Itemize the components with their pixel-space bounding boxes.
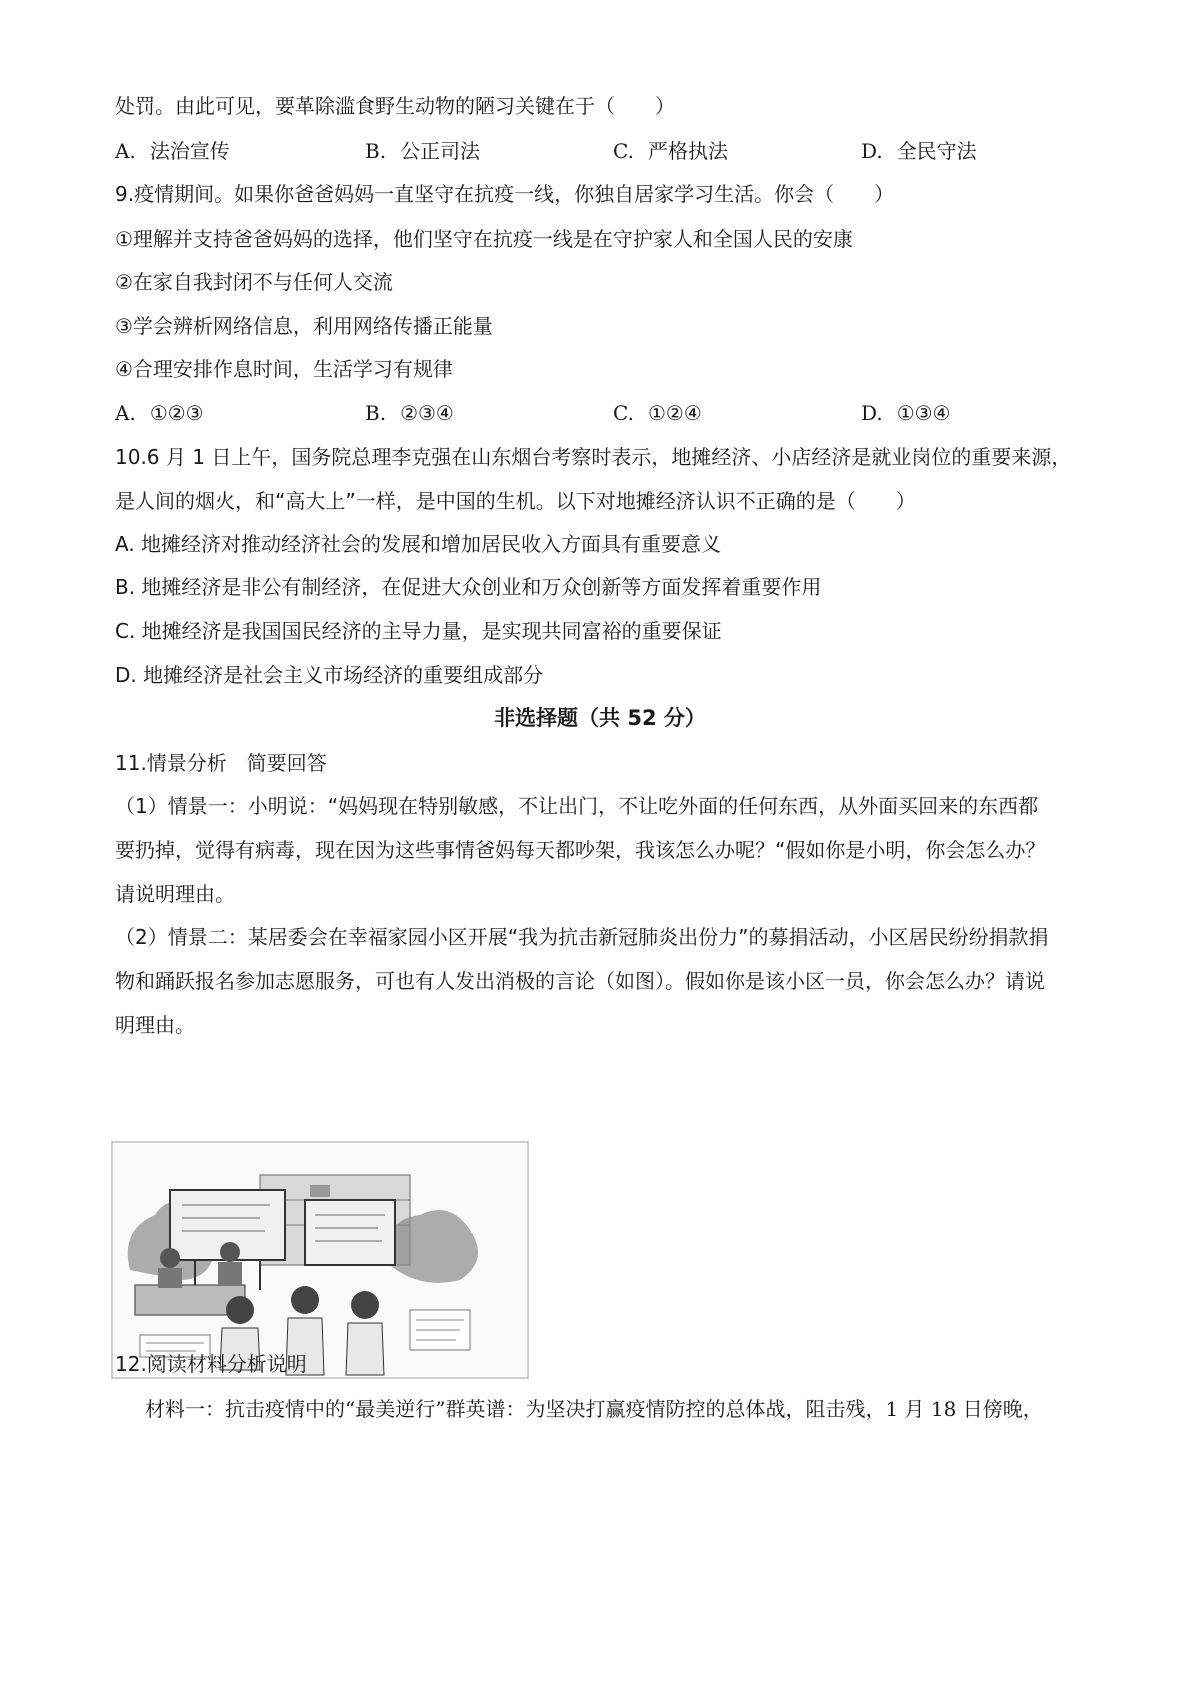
q12-material-1-line-1: 材料一：抗击疫情中的“最美逆行”群英谱：为坚决打赢疫情防控的总体战，阻击残，1 月 18 日傍晚， xyxy=(145,1397,1043,1421)
q10-option-a: A. 地摊经济对推动经济社会的发展和增加居民收入方面具有重要意义 xyxy=(115,532,722,556)
q9-option-c: C. ①②④ xyxy=(613,401,702,425)
q10-stem-line-2: 是人间的烟火，和“高大上”一样，是中国的生机。以下对地摊经济认识不正确的是（ ） xyxy=(115,489,916,513)
q10-option-c: C. 地摊经济是我国国民经济的主导力量，是实现共同富裕的重要保证 xyxy=(115,619,722,643)
q8-stem-tail: 处罚。由此可见，要革除滥食野生动物的陋习关键在于（ ） xyxy=(115,94,675,118)
section-title: 非选择题（共 52 分） xyxy=(494,706,706,730)
q11-title: 11.情景分析 简要回答 xyxy=(115,751,327,775)
q12-title: 12.阅读材料分析说明 xyxy=(115,1352,307,1376)
q11-scenario-1-line-3: 请说明理由。 xyxy=(115,882,235,906)
q10-option-d: D. 地摊经济是社会主义市场经济的重要组成部分 xyxy=(115,663,544,687)
q8-options xyxy=(115,137,1105,165)
q9-item-4: ④合理安排作息时间，生活学习有规律 xyxy=(115,357,453,381)
q11-scenario-2-line-3: 明理由。 xyxy=(115,1013,195,1037)
q10-stem-line-1: 10.6 月 1 日上午，国务院总理李克强在山东烟台考察时表示，地摊经济、小店经济是就业岗位的重要来源， xyxy=(115,445,1072,469)
q10-option-b: B. 地摊经济是非公有制经济，在促进大众创业和万众创新等方面发挥着重要作用 xyxy=(115,575,822,599)
q11-scenario-2-line-2: 物和踊跃报名参加志愿服务，可也有人发出消极的言论（如图）。假如你是该小区一员，你会怎么办？请说 xyxy=(115,969,1045,993)
q9-stem: 9.疫情期间。如果你爸爸妈妈一直坚守在抗疫一线，你独自居家学习生活。你会（ ） xyxy=(115,182,895,206)
q11-scenario-1-line-2: 要扔掉，觉得有病毒，现在因为这些事情爸妈每天都吵架，我该怎么办呢？“假如你是小明，你会怎么办？ xyxy=(115,838,1046,862)
community-cartoon-image xyxy=(110,1140,530,1380)
q8-option-d: D. 全民守法 xyxy=(861,139,977,163)
q9-option-b: B. ②③④ xyxy=(365,401,454,425)
q8-option-b: B. 公正司法 xyxy=(365,139,481,163)
q9-option-a: A. ①②③ xyxy=(115,401,204,425)
q11-scenario-2-line-1: （2）情景二：某居委会在幸福家园小区开展“我为抗击新冠肺炎出份力”的募捐活动，小区居民纷纷捐款捐 xyxy=(115,925,1049,949)
q9-option-d: D. ①③④ xyxy=(861,401,951,425)
q9-item-3: ③学会辨析网络信息，利用网络传播正能量 xyxy=(115,314,493,338)
q9-options xyxy=(115,399,1105,427)
q9-item-1: ①理解并支持爸爸妈妈的选择，他们坚守在抗疫一线是在守护家人和全国人民的安康 xyxy=(115,227,853,251)
q8-option-a: A. 法治宣传 xyxy=(115,139,230,163)
q8-option-c: C. 严格执法 xyxy=(613,139,728,163)
q11-scenario-1-line-1: （1）情景一：小明说：“妈妈现在特别敏感，不让出门，不让吃外面的任何东西，从外面买回来的东西都 xyxy=(115,794,1039,818)
q9-item-2: ②在家自我封闭不与任何人交流 xyxy=(115,270,393,294)
